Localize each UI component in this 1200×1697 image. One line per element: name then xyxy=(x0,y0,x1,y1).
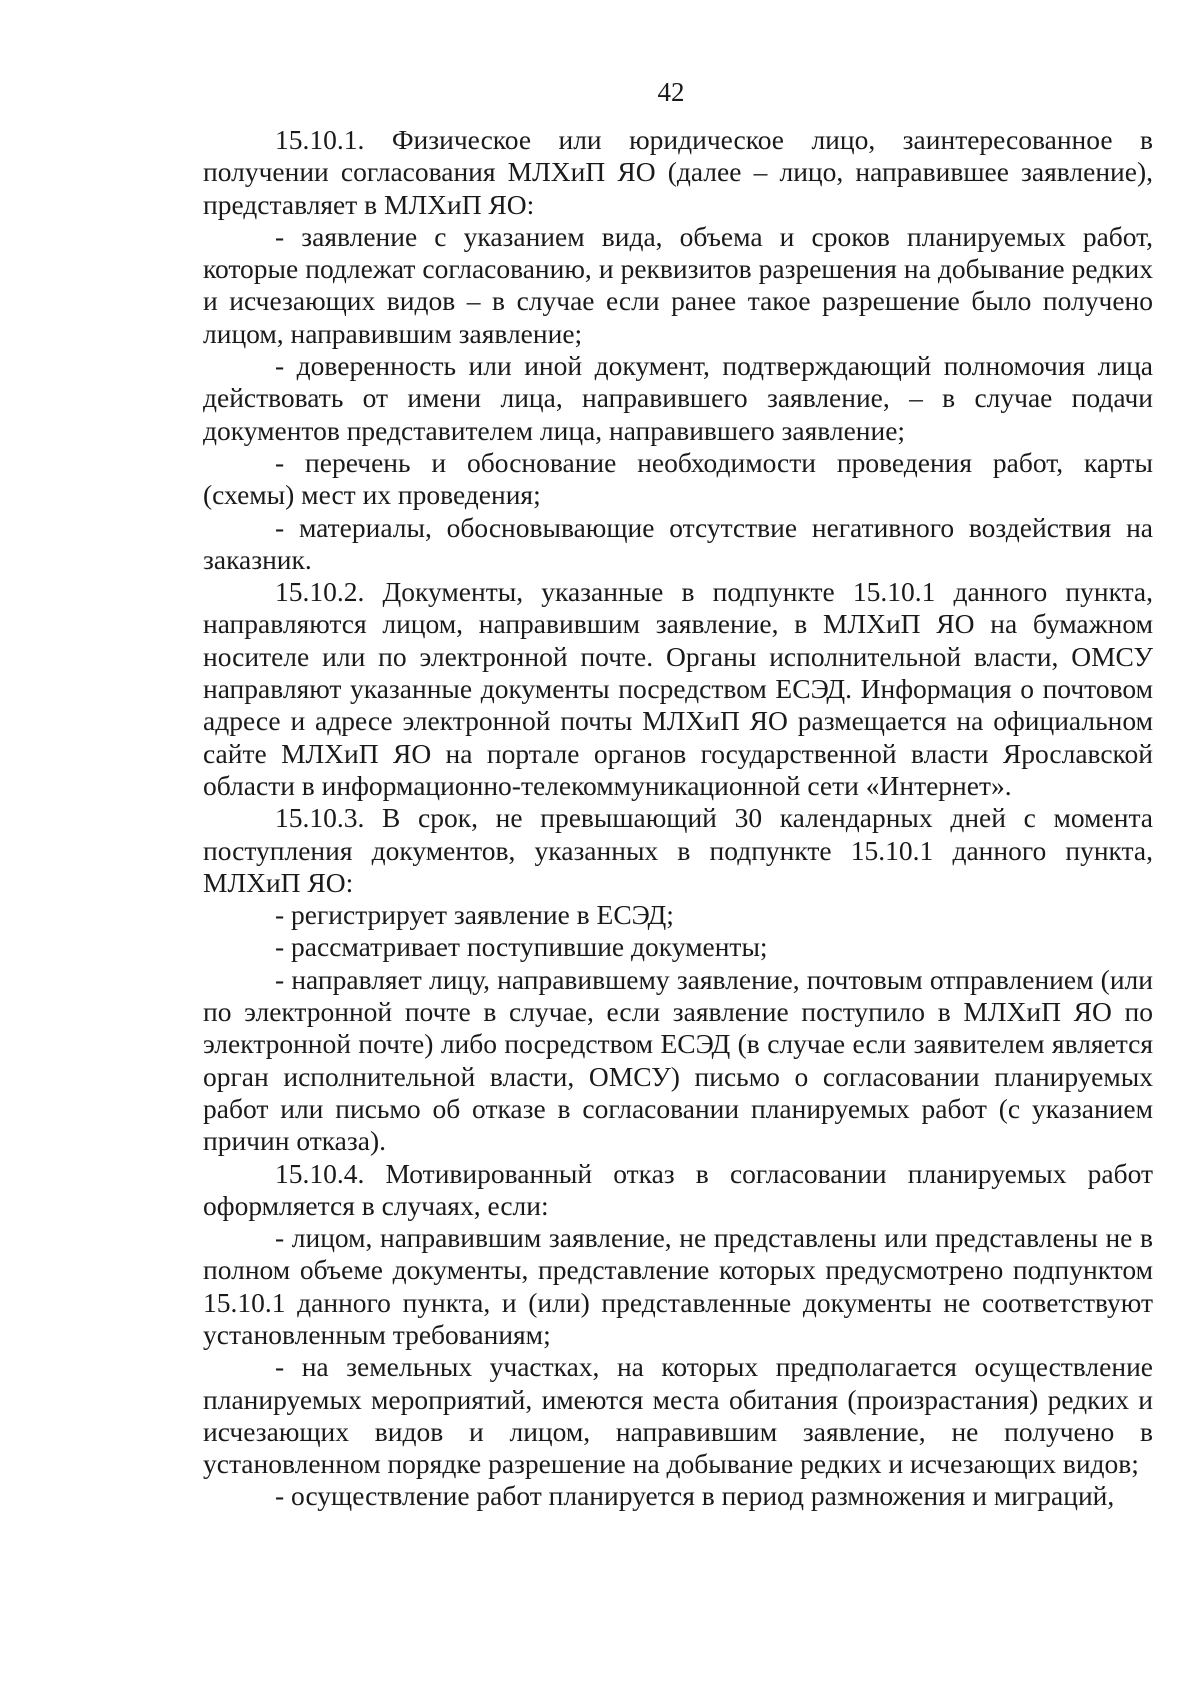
list-item: - регистрирует заявление в ЕСЭД; xyxy=(275,899,674,931)
paragraph-15-10-4: 15.10.4. Мотивированный отказ в согласовании планируемых работ оформляется в случаях, если: xyxy=(203,1157,1153,1221)
list-item: - материалы, обосновывающие отсутствие негативного воздействия на заказник. xyxy=(203,511,1153,575)
paragraph-15-10-1: 15.10.1. Физическое или юридическое лицо, заинтересованное в получении согласования МЛХиП ЯО (далее – лицо, направившее заявление), представляет в МЛХиП ЯО: xyxy=(203,124,1153,220)
page-number: 42 xyxy=(657,77,685,107)
list-item: - доверенность или иной документ, подтверждающий полномочия лица действовать от имени лица, направившего заявление, – в случае подачи документов представителем лица, направившего заявление; xyxy=(203,350,1153,446)
list-item: - на земельных участках, на которых предполагается осуществление планируемых мероприятий, имеются места обитания (произрастания) редких и исчезающих видов и лицом, направившим заявление, не получено в установленном порядке разрешение на добывание редких и исчезающих видов; xyxy=(203,1351,1153,1480)
paragraph-15-10-3: 15.10.3. В срок, не превышающий 30 календарных дней с момента поступления документов, указанных в подпункте 15.10.1 данного пункта, МЛХиП ЯО: xyxy=(203,802,1153,898)
list-item: - направляет лицу, направившему заявление, почтовым отправлением (или по электронной почте в случае, если заявление поступило в МЛХиП ЯО по электронной почте) либо посредством ЕСЭД (в случае если заявителем является орган исполнительной власти, ОМСУ) письмо о согласовании планируемых работ или письмо об отказе в согласовании планируемых работ (с указанием причин отказа). xyxy=(203,963,1153,1157)
list-item: - лицом, направившим заявление, не представлены или представлены не в полном объеме документы, представление которых предусмотрено подпунктом 15.10.1 данного пункта, и (или) представленные документы не соответствуют установленным требованиям; xyxy=(203,1222,1153,1350)
list-item: - рассматривает поступившие документы; xyxy=(275,931,768,963)
paragraph-15-10-2: 15.10.2. Документы, указанные в подпункте 15.10.1 данного пункта, направляются лицом, направившим заявление, в МЛХиП ЯО на бумажном носителе или по электронной почте. Органы исполнительной власти, ОМСУ направляют указанные документы посредством ЕСЭД. Информация о почтовом адресе и адресе электронной почты МЛХиП ЯО размещается на официальном сайте МЛХиП ЯО на портале органов государственной власти Ярославской области в информационно-телекоммуникационной сети «Интернет». xyxy=(203,576,1153,801)
document-body xyxy=(203,124,1153,1513)
list-item: - перечень и обоснование необходимости проведения работ, карты (схемы) мест их проведения; xyxy=(203,446,1153,511)
list-item: - осуществление работ планируется в период размножения и миграций, xyxy=(275,1480,1115,1512)
list-item: - заявление с указанием вида, объема и сроков планируемых работ, которые подлежат согласованию, и реквизитов разрешения на добывание редких и исчезающих видов – в случае если ранее такое разрешение было получено лицом, направившим заявление; xyxy=(203,220,1153,349)
